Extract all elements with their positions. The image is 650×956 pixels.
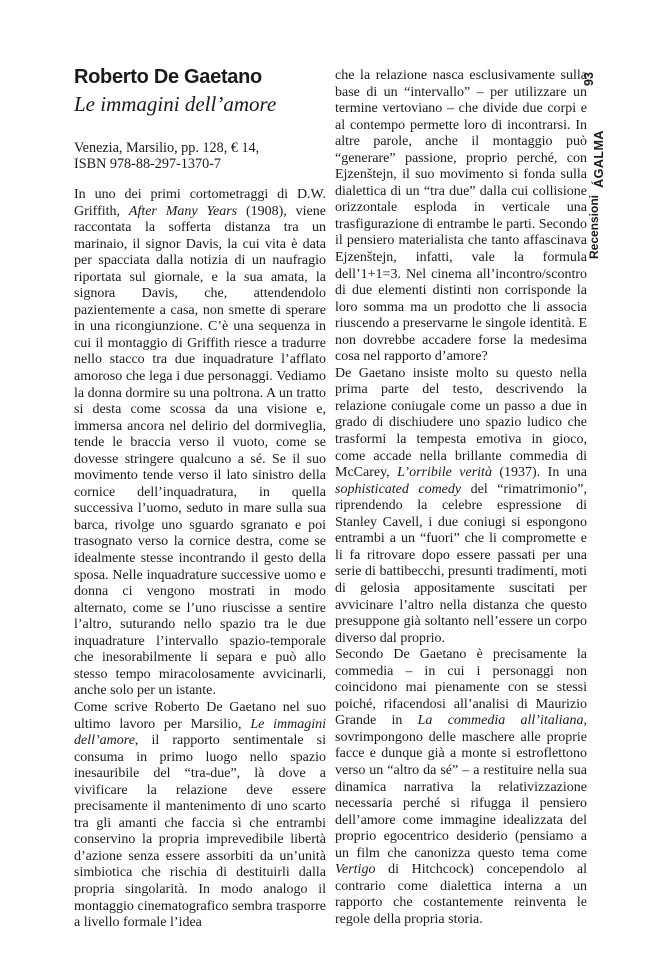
paragraph [335,68,587,366]
text-run: Come scrive Roberto De Gaetano nel suo ultimo lavoro per Marsilio, [74,699,326,732]
review-author: Roberto De Gaetano [74,66,262,88]
paragraph [74,700,326,932]
text-run: (1908), viene raccontata la sofferta distanza tra un marinaio, il signor Davis, la cui vita è data per spacciata dalla notizia di un naufragio riportata sul giornale, e la sua amata, la signora Davis, che, attendendolo pazientemente a casa, non smette di sperare in una ricongiunzione. C’è una sequenza in cui il montaggio di Griffith riesce a tradurre nello stacco tra due inquadrature l’afflato amoroso che lega i due personaggi. Vediamo la donna dormire su una poltrona. A un tratto si desta come scossa da una visione e, immersa ancora nel delirio del dormiveglia, tende le braccia verso il vuoto, come se dovesse stringere qualcuno a sé. Se il suo movimento tende verso il lato sinistro della cornice dell’inquadratura, in quella successiva l’uomo, seduto in mare sulla sua barca, rivolge uno sguardo sgranato e poi trasognato verso la cornice destra, come se idealmente stesse incontrando il gesto della sposa. Nelle inquadrature successive uomo e donna ci vengono mostrati in modo alternato, come se l’uno riuscisse a sentire l’altro, suturando nello spazio tra le due inquadrature l’intervallo spazio-temporale che inesorabilmente li separa e può allo stesso tempo miracolosamente avvicinarli, anche solo per un istante. [74,203,326,699]
section-label: Recensioni [587,194,602,260]
isbn-line: ISBN 978-88-297-1370-7 [74,156,221,173]
journal-name: ÁGALMA [591,130,606,188]
text-run: , sovrimpongono delle maschere alle proprie facce e dunque già a monte si estroflettono verso un “altro da sé” – a restituire nella sua dinamica narrativa la relativizzazione necessaria perché si rifugga il pensiero dell’amore come immagine idealizzata del proprio egocentrico desiderio (pensiamo a un film che canonizza questo tema come [335,713,588,861]
paragraph [335,366,587,647]
text-run: che la relazione nasca esclusivamente sulla base di un “intervallo” – per utilizzare un termine vertoviano – che divide due corpi e al contempo permette loro di incontrarsi. In altre parole, anche il montaggio può “generare” passione, proprio perché, con Ejzenštejn, il suo movimento si fonda sulla dialettica di un “tra due” dalla cui collisione orizzontale esploda in verticale una trasfigurazione di entrambe le parti. Secondo il pensiero materialista che tanto affascinava Ejzenštejn, infatti, vale la formula dell’1+1=3. Nel cinema all’incontro/scontro di due elementi distinti non corrisponde la loro somma ma un prodotto che li associa riuscendo a preservarne le singole identità. E non dovrebbe accadere forse la medesima cosa nel rapporto d’amore? [335,68,587,365]
text-run: di Hitchcock) concependolo al contrario come dialettica interna a un rapporto che costantemente reinventa le regole della propria storia. [335,862,587,927]
film-title: Vertigo [335,862,376,878]
film-title: After Many Years [128,203,238,219]
publication-info [74,140,259,173]
book-title-inline: La commedia all’italiana [417,713,584,729]
film-title: L’orribile verità [397,465,492,481]
text-run: , il rapporto sentimentale si consuma in primo luogo nello spazio inesauribile del “tra-due”, là dove a vivificare la relazione deve essere precisamente il mantenimento di uno scarto tra gli amanti che faccia sì che entrambi conservino la propria imprevedibile libertà d’azione senza essere assorbiti da un’unità simbiotica che rischia di destituirli dalla propria singolarità. In modo analogo il montaggio cinematografico sembra trasporre a livello formale l’idea [74,733,326,931]
right-column [335,68,587,928]
page-sidebar [581,0,608,270]
genre-term: sophisticated comedy [335,481,462,497]
text-run: (1937). In una [491,465,587,481]
text-run: Secondo De Gaetano è precisamente la commedia – in cui i personaggi non coincidono mai pienamente con se stessi poiché, rifacendosi all’analisi di Maurizio Grande in [335,647,587,729]
paragraph [74,187,326,700]
left-column [74,187,326,932]
publication-line: Venezia, Marsilio, pp. 128, € 14, [74,140,260,156]
page-number: 93 [581,72,596,86]
text-run: In uno dei primi cortometraggi di D.W. Griffith, [74,187,326,219]
book-title-inline: Le immagini dell’amore [74,716,326,749]
text-run: del “rimatrimonio”, riprendendo la celebre espressione di Stanley Cavell, i due coniugi si espongono entrambi a un “fuori” che li compromette e li fa ritrovare dopo essere passati per una serie di battibecchi, presunti tradimenti, moti di gelosia appositamente suscitati per avvicinare l’altro nella distanza che questo presuppone già soltanto nell’essere un corpo diverso dal proprio. [335,481,587,646]
paragraph [335,647,587,928]
text-run: De Gaetano insiste molto su questo nella prima parte del testo, descrivendo la relazione coniugale come un passo a due in grado di dischiudere uno spazio ludico che trasformi la tempesta emotiva in gioco, come accade nella brillante commedia di McCarey, [335,365,587,481]
book-title: Le immagini dell’amore [74,92,277,116]
